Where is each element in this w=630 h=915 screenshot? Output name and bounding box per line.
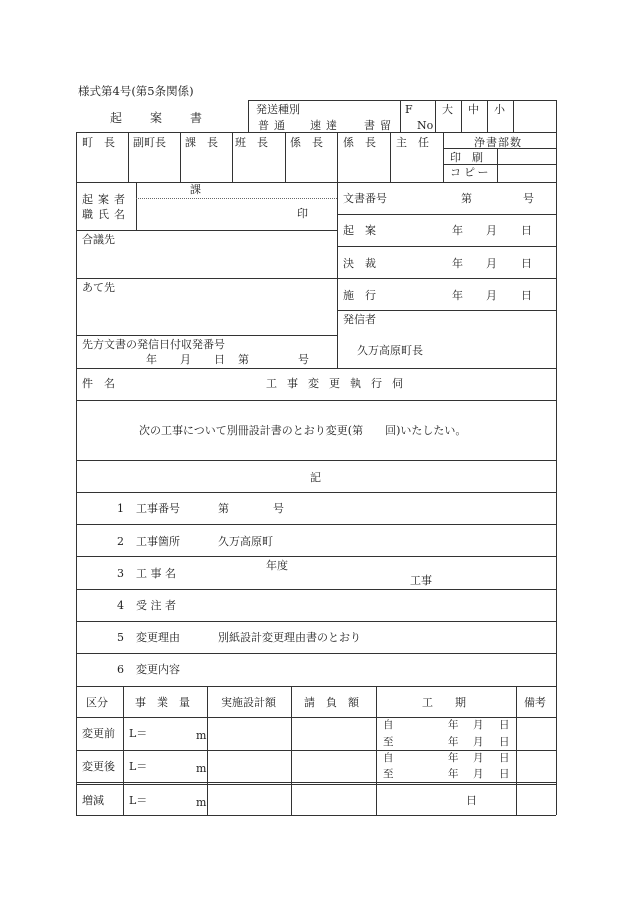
row-1-to-day: 日 bbox=[499, 736, 510, 748]
rule bbox=[232, 132, 233, 182]
rule bbox=[76, 132, 556, 133]
rule bbox=[291, 686, 292, 815]
rule bbox=[337, 132, 338, 182]
date-shiko-month: 月 bbox=[486, 289, 497, 302]
item-6-label: 変更内容 bbox=[136, 663, 180, 676]
rule bbox=[487, 100, 488, 132]
ka-label: 課 bbox=[190, 183, 201, 196]
date-kessai-year: 年 bbox=[452, 257, 463, 270]
rule bbox=[435, 100, 436, 132]
rule bbox=[76, 368, 556, 369]
hasso-futsu[interactable]: 普通 bbox=[258, 119, 290, 132]
row-2-from-day: 日 bbox=[499, 752, 510, 764]
rule bbox=[76, 815, 556, 816]
th-jigyoryo: 事 業 量 bbox=[135, 696, 190, 709]
date-shiko-label: 施 行 bbox=[343, 289, 376, 302]
item-4-num: 4 bbox=[117, 599, 124, 612]
rule bbox=[76, 230, 337, 231]
rule bbox=[76, 400, 556, 401]
approver-fukuchocho: 副町長 bbox=[133, 136, 166, 149]
item-5-num: 5 bbox=[117, 631, 124, 644]
rule bbox=[76, 717, 556, 718]
rule bbox=[337, 214, 556, 215]
date-shiko-year: 年 bbox=[452, 289, 463, 302]
row-1-from-day: 日 bbox=[499, 719, 510, 731]
row-1-kubun: 変更前 bbox=[82, 727, 115, 740]
rule bbox=[461, 100, 462, 132]
rule bbox=[248, 100, 556, 101]
rule bbox=[76, 335, 337, 336]
rule bbox=[76, 556, 556, 557]
th-jisshi: 実施設計額 bbox=[221, 696, 276, 709]
jousho-busu-label: 浄書部数 bbox=[474, 136, 522, 149]
rule bbox=[136, 182, 137, 230]
copy-label: コピー bbox=[450, 166, 492, 179]
size-small[interactable]: 小 bbox=[494, 103, 505, 116]
th-koki: 工 期 bbox=[422, 696, 466, 709]
rule bbox=[443, 148, 556, 149]
bunsho-go: 号 bbox=[523, 192, 534, 205]
row-3-l: L＝ bbox=[129, 794, 148, 807]
sakigata-dai: 第 bbox=[238, 353, 249, 366]
item-5-label: 変更理由 bbox=[136, 631, 180, 644]
f-label: F bbox=[405, 103, 413, 116]
rule bbox=[337, 246, 556, 247]
rule bbox=[513, 100, 514, 132]
sakigata-day: 日 bbox=[214, 353, 225, 366]
sakigata-month: 月 bbox=[180, 353, 191, 366]
rule bbox=[497, 148, 498, 182]
rule bbox=[400, 100, 401, 132]
row-2-m: m bbox=[196, 762, 207, 775]
no-label: No bbox=[417, 119, 434, 132]
rule bbox=[136, 198, 337, 199]
row-2-to-day: 日 bbox=[499, 768, 510, 780]
date-kian-label: 起 案 bbox=[343, 224, 376, 237]
sakigata-year: 年 bbox=[146, 353, 157, 366]
kian-sho-title: 起 案 書 bbox=[110, 111, 211, 125]
item-3-label: 工 事 名 bbox=[136, 567, 176, 580]
row-1-from-month: 月 bbox=[473, 719, 484, 731]
rule bbox=[128, 132, 129, 182]
rule bbox=[76, 750, 556, 751]
approver-shunin: 主 任 bbox=[396, 136, 429, 149]
row-2-to-month: 月 bbox=[473, 768, 484, 780]
item-2-label: 工事箇所 bbox=[136, 535, 180, 548]
date-kessai-day: 日 bbox=[521, 257, 532, 270]
rule bbox=[76, 589, 556, 590]
hasshinsha-value: 久万高原町長 bbox=[357, 344, 423, 357]
approver-kakaricho-1: 係 長 bbox=[290, 136, 323, 149]
rule bbox=[76, 278, 337, 279]
date-kian-year: 年 bbox=[452, 224, 463, 237]
shokushimei-label: 職氏名 bbox=[82, 208, 130, 221]
atesaki-label: あて先 bbox=[82, 281, 115, 294]
kiansha-label: 起案者 bbox=[82, 193, 130, 206]
rule bbox=[390, 132, 391, 182]
rule bbox=[76, 524, 556, 525]
hasso-shubetsu-label: 発送種別 bbox=[256, 103, 300, 116]
date-kessai-label: 決 裁 bbox=[343, 257, 376, 270]
ki-label: 記 bbox=[310, 471, 321, 484]
date-kian-month: 月 bbox=[486, 224, 497, 237]
rule bbox=[76, 460, 556, 461]
row-2-from-year: 年 bbox=[448, 752, 459, 764]
rule bbox=[376, 686, 377, 815]
size-large[interactable]: 大 bbox=[442, 103, 453, 116]
th-biko: 備考 bbox=[524, 696, 546, 709]
row-3-m: m bbox=[196, 796, 207, 809]
row-2-from: 自 bbox=[383, 752, 394, 764]
rule bbox=[76, 492, 556, 493]
approver-chocho: 町 長 bbox=[82, 136, 115, 149]
gogisaki-label: 合議先 bbox=[82, 233, 115, 246]
in-seal-label: 印 bbox=[297, 207, 308, 220]
item-2-value: 久万高原町 bbox=[218, 535, 273, 548]
form-title: 様式第4号(第5条関係) bbox=[78, 84, 194, 98]
insatsu-label: 印 刷 bbox=[450, 151, 483, 164]
item-3-value-top: 年度 bbox=[266, 559, 288, 572]
item-6-num: 6 bbox=[117, 663, 124, 676]
kenmei-label: 件 名 bbox=[82, 377, 115, 390]
approver-kacho: 課 長 bbox=[185, 136, 218, 149]
rule bbox=[76, 782, 556, 783]
kenmei-value: 工事変更執行伺 bbox=[266, 377, 413, 390]
row-1-l: L＝ bbox=[129, 727, 148, 740]
rule bbox=[76, 686, 556, 687]
rule bbox=[443, 132, 444, 182]
rule bbox=[76, 182, 556, 183]
row-2-from-month: 月 bbox=[473, 752, 484, 764]
rule bbox=[337, 278, 556, 279]
rule bbox=[76, 132, 77, 815]
date-kian-day: 日 bbox=[521, 224, 532, 237]
row-1-m: m bbox=[196, 729, 207, 742]
row-3-day: 日 bbox=[466, 794, 477, 807]
date-kessai-month: 月 bbox=[486, 257, 497, 270]
row-2-l: L＝ bbox=[129, 760, 148, 773]
row-1-from: 自 bbox=[383, 719, 394, 731]
row-3-kubun: 増減 bbox=[82, 794, 104, 807]
rule bbox=[337, 310, 556, 311]
bunsho-dai: 第 bbox=[461, 192, 472, 205]
row-2-to: 至 bbox=[383, 768, 394, 780]
sakigata-label: 先方文書の発信日付収発番号 bbox=[82, 338, 225, 351]
row-2-kubun: 変更後 bbox=[82, 760, 115, 773]
bunsho-bango-label: 文書番号 bbox=[343, 192, 387, 205]
rule bbox=[556, 100, 557, 815]
row-1-to: 至 bbox=[383, 736, 394, 748]
sakigata-go: 号 bbox=[298, 353, 309, 366]
rule bbox=[76, 621, 556, 622]
row-2-to-year: 年 bbox=[448, 768, 459, 780]
rule bbox=[443, 164, 556, 165]
rule bbox=[207, 686, 208, 815]
item-1-label: 工事番号 bbox=[136, 502, 180, 515]
item-2-num: 2 bbox=[117, 535, 124, 548]
item-3-num: 3 bbox=[117, 567, 124, 580]
approver-hancho: 班 長 bbox=[235, 136, 268, 149]
rule bbox=[285, 132, 286, 182]
th-ukeoi: 請 負 額 bbox=[304, 696, 359, 709]
body-text: 次の工事について別冊設計書のとおり変更(第 回)いたしたい。 bbox=[139, 424, 467, 437]
rule bbox=[76, 784, 556, 785]
item-4-label: 受 注 者 bbox=[136, 599, 176, 612]
rule bbox=[123, 686, 124, 815]
th-kubun: 区分 bbox=[86, 696, 108, 709]
row-1-from-year: 年 bbox=[448, 719, 459, 731]
hasso-kakitome[interactable]: 書留 bbox=[364, 119, 396, 132]
row-1-to-month: 月 bbox=[473, 736, 484, 748]
rule bbox=[76, 653, 556, 654]
row-1-to-year: 年 bbox=[448, 736, 459, 748]
rule bbox=[248, 100, 249, 132]
item-3-value-bottom: 工事 bbox=[410, 574, 432, 587]
rule bbox=[516, 686, 517, 815]
size-medium[interactable]: 中 bbox=[468, 103, 479, 116]
item-1-num: 1 bbox=[117, 502, 124, 515]
approver-kakaricho-2: 係 長 bbox=[343, 136, 376, 149]
rule bbox=[180, 132, 181, 182]
rule bbox=[337, 182, 338, 368]
hasso-sokutatsu[interactable]: 速達 bbox=[310, 119, 342, 132]
item-1-value: 第 号 bbox=[218, 502, 284, 515]
hasshinsha-label: 発信者 bbox=[343, 313, 376, 326]
item-5-value: 別紙設計変更理由書のとおり bbox=[218, 631, 361, 644]
date-shiko-day: 日 bbox=[521, 289, 532, 302]
